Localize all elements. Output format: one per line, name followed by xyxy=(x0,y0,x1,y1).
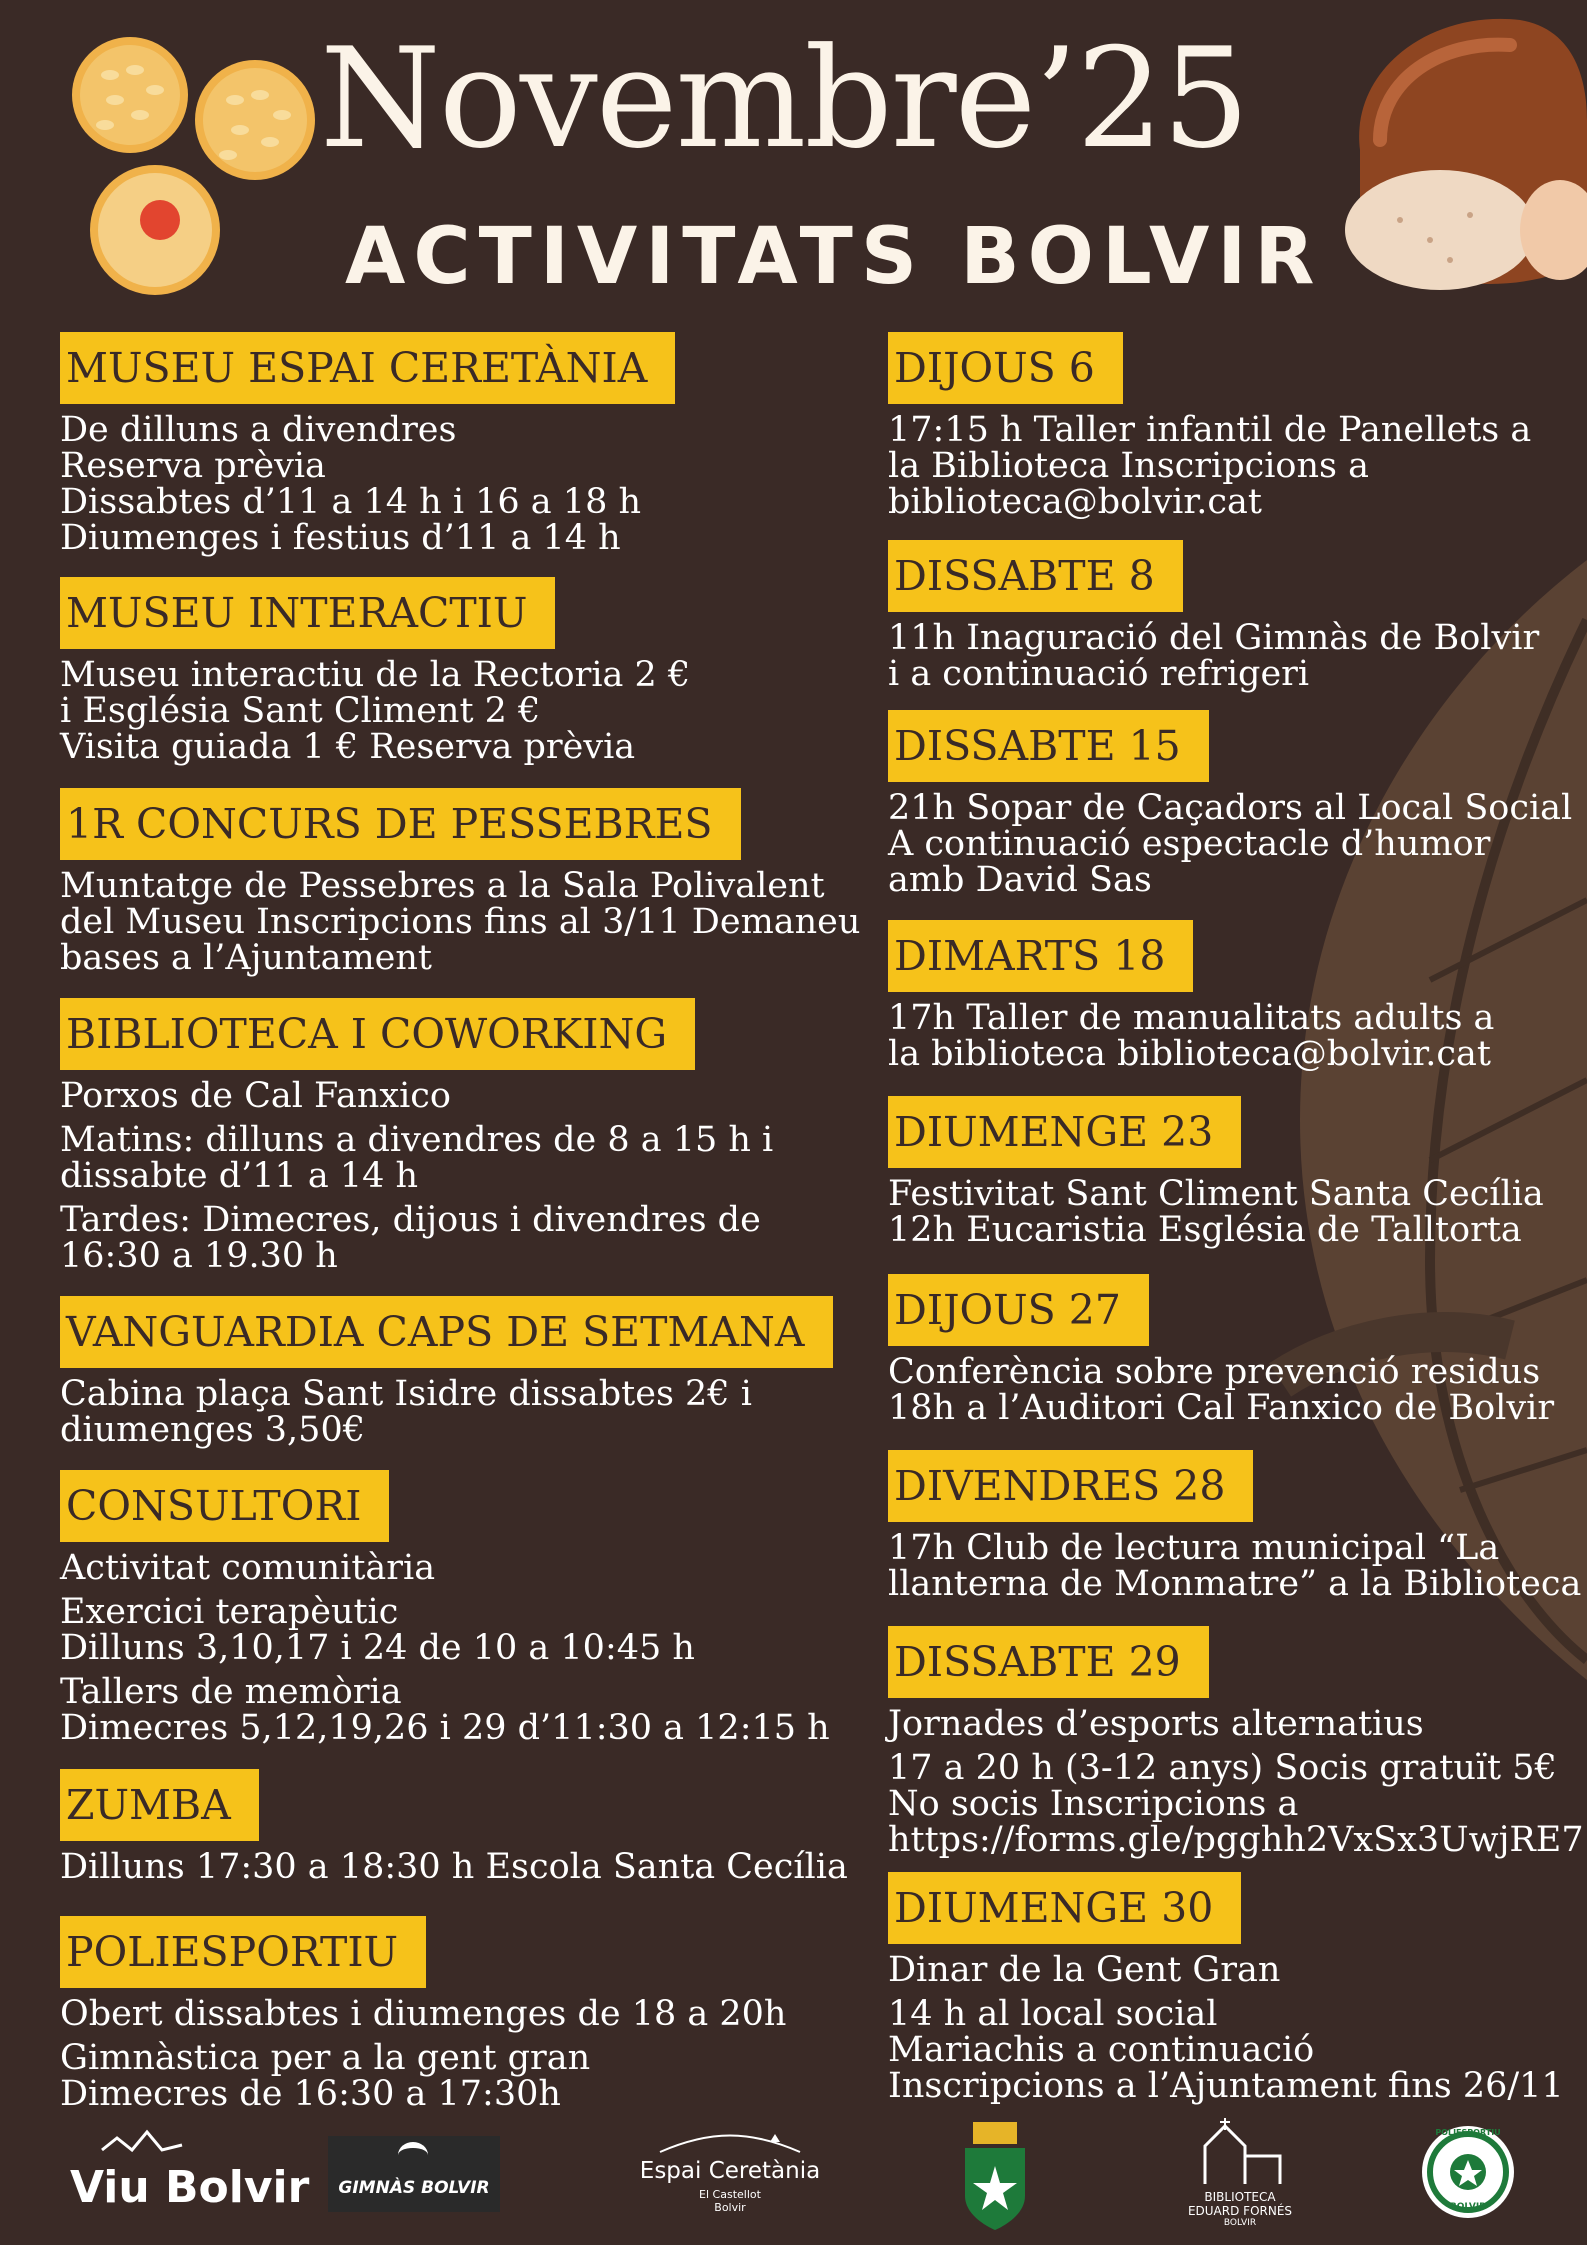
section-line: Exercici terapèutic xyxy=(60,1592,399,1632)
event-line: llanterna de Monmatre” a la Biblioteca xyxy=(888,1564,1582,1604)
section-line: De dilluns a divendres xyxy=(60,410,457,450)
event-line: 17:15 h Taller infantil de Panellets a xyxy=(888,410,1532,450)
section-line: Dissabtes d’11 a 14 h i 16 a 18 h xyxy=(60,482,642,522)
section-line: 16:30 a 19.30 h xyxy=(60,1236,338,1276)
event-line: 21h Sopar de Caçadors al Local Social xyxy=(888,788,1573,828)
section-line: i Església Sant Climent 2 € xyxy=(60,691,541,731)
section-line: dissabte d’11 a 14 h xyxy=(60,1156,419,1196)
biblioteca-text-3: BOLVIR xyxy=(1223,2218,1257,2228)
poliesportiu-bolvir-logo xyxy=(1420,2124,1516,2220)
section-heading: VANGUARDIA CAPS DE SETMANA xyxy=(60,1296,833,1368)
event-line: No socis Inscripcions a xyxy=(888,1784,1299,1824)
event-diumenge-23 xyxy=(888,1096,1544,1248)
section-zumba xyxy=(60,1769,848,1885)
event-dimarts-18 xyxy=(888,920,1494,1072)
section-line: Porxos de Cal Fanxico xyxy=(60,1076,451,1116)
poliesportiu-text-2: BOLVIR xyxy=(1449,2202,1487,2212)
event-heading: DIJOUS 6 xyxy=(888,332,1123,404)
section-consultori xyxy=(60,1470,830,1746)
event-dissabte-15 xyxy=(888,710,1572,898)
event-heading: DISSABTE 29 xyxy=(888,1626,1209,1698)
espai-subtitle-2: Bolvir xyxy=(714,2201,746,2214)
section-line: Dimecres de 16:30 a 17:30h xyxy=(60,2074,561,2114)
section-heading: MUSEU INTERACTIU xyxy=(60,577,555,649)
section-heading: CONSULTORI xyxy=(60,1470,389,1542)
event-line: la biblioteca biblioteca@bolvir.cat xyxy=(888,1034,1491,1074)
section-line: Dilluns 17:30 a 18:30 h Escola Santa Cecília xyxy=(60,1847,848,1887)
event-line: Inscripcions a l’Ajuntament fins 26/11 xyxy=(888,2066,1564,2106)
section-line: Matins: dilluns a divendres de 8 a 15 h i xyxy=(60,1120,774,1160)
event-line: Jornades d’esports alternatius xyxy=(888,1704,1424,1744)
event-line: 17h Taller de manualitats adults a xyxy=(888,998,1495,1038)
runner-icon xyxy=(398,2142,428,2168)
event-heading: DISSABTE 8 xyxy=(888,540,1183,612)
event-line: Conferència sobre prevenció residus xyxy=(888,1352,1541,1392)
section-line: Diumenges i festius d’11 a 14 h xyxy=(60,518,621,558)
mountain-icon xyxy=(620,2130,840,2154)
event-line: 18h a l’Auditori Cal Fanxico de Bolvir xyxy=(888,1388,1555,1428)
section-biblioteca xyxy=(60,998,773,1274)
section-line: del Museu Inscripcions fins al 3/11 Demaneu xyxy=(60,902,861,942)
espai-title: Espai Ceretània xyxy=(639,2158,821,2184)
section-heading: ZUMBA xyxy=(60,1769,259,1841)
event-dissabte-29 xyxy=(888,1626,1584,1858)
section-line: bases a l’Ajuntament xyxy=(60,938,432,978)
section-line: Gimnàstica per a la gent gran xyxy=(60,2038,591,2078)
event-divendres-28 xyxy=(888,1450,1581,1602)
biblioteca-eduard-fornes-logo xyxy=(1175,2116,1305,2236)
poster-title: Novembre’25 xyxy=(320,18,1248,179)
event-line: 12h Eucaristia Església de Talltorta xyxy=(888,1210,1522,1250)
biblioteca-text-1: BIBLIOTECA xyxy=(1204,2190,1276,2204)
section-vanguardia xyxy=(60,1296,833,1448)
event-line: https://forms.gle/pgghh2VxSx3UwjRE7 xyxy=(888,1820,1584,1860)
event-heading: DIMARTS 18 xyxy=(888,920,1193,992)
event-dissabte-8 xyxy=(888,540,1539,692)
event-line: 17 a 20 h (3-12 anys) Socis gratuït 5€ xyxy=(888,1748,1557,1788)
poster-subtitle: ACTIVITATS BOLVIR xyxy=(345,212,1323,302)
section-line: Obert dissabtes i diumenges de 18 a 20h xyxy=(60,1994,787,2034)
event-heading: DIUMENGE 23 xyxy=(888,1096,1241,1168)
chestnut-illustration xyxy=(1320,0,1587,300)
section-poliesportiu xyxy=(60,1916,786,2112)
section-line: Activitat comunitària xyxy=(60,1548,436,1588)
gimnas-bolvir-logo xyxy=(328,2136,500,2212)
biblioteca-text-2: EDUARD FORNÉS xyxy=(1187,2204,1293,2218)
event-line: 14 h al local social xyxy=(888,1994,1218,2034)
event-line: A continuació espectacle d’humor xyxy=(888,824,1491,864)
shield-icon xyxy=(955,2118,1035,2238)
church-icon xyxy=(1175,2116,1305,2186)
event-line: 17h Club de lectura municipal “La xyxy=(888,1528,1500,1568)
section-line: Visita guiada 1 € Reserva prèvia xyxy=(60,727,636,767)
section-line: Tallers de memòria xyxy=(60,1672,402,1712)
event-line: Festivitat Sant Climent Santa Cecília xyxy=(888,1174,1544,1214)
logo-strip xyxy=(0,2110,1587,2240)
event-line: Dinar de la Gent Gran xyxy=(888,1950,1281,1990)
viu-bolvir-text: Viu Bolvir xyxy=(70,2162,310,2213)
event-line: biblioteca@bolvir.cat xyxy=(888,482,1262,522)
viu-bolvir-logo xyxy=(62,2120,310,2220)
event-dijous-6 xyxy=(888,332,1531,520)
section-line: diumenges 3,50€ xyxy=(60,1410,365,1450)
event-dijous-27 xyxy=(888,1274,1554,1426)
panellets-illustration xyxy=(60,30,330,300)
section-line: Muntatge de Pessebres a la Sala Polivalent xyxy=(60,866,825,906)
event-line: la Biblioteca Inscripcions a xyxy=(888,446,1369,486)
event-heading: DISSABTE 15 xyxy=(888,710,1209,782)
event-heading: DIJOUS 27 xyxy=(888,1274,1149,1346)
section-line: Cabina plaça Sant Isidre dissabtes 2€ i xyxy=(60,1374,752,1414)
section-line: Tardes: Dimecres, dijous i divendres de xyxy=(60,1200,761,1240)
event-line: 11h Inaguració del Gimnàs de Bolvir xyxy=(888,618,1540,658)
event-diumenge-30 xyxy=(888,1872,1564,2104)
section-museu-espai xyxy=(60,332,675,556)
section-line: Museu interactiu de la Rectoria 2 € xyxy=(60,655,691,695)
event-line: Mariachis a continuació xyxy=(888,2030,1315,2070)
section-pessebres xyxy=(60,788,860,976)
section-heading: BIBLIOTECA I COWORKING xyxy=(60,998,695,1070)
espai-ceretania-logo xyxy=(620,2130,840,2230)
event-heading: DIVENDRES 28 xyxy=(888,1450,1253,1522)
event-line: amb David Sas xyxy=(888,860,1152,900)
event-line: i a continuació refrigeri xyxy=(888,654,1310,694)
village-icon xyxy=(62,2120,310,2220)
espai-subtitle: El Castellot xyxy=(699,2188,761,2201)
section-heading: POLIESPORTIU xyxy=(60,1916,426,1988)
section-line: Reserva prèvia xyxy=(60,446,326,486)
section-museu-interactiu xyxy=(60,577,690,765)
bolvir-coat-of-arms xyxy=(955,2118,1035,2238)
gimnas-text: GIMNÀS BOLVIR xyxy=(338,2178,490,2198)
section-heading: MUSEU ESPAI CERETÀNIA xyxy=(60,332,675,404)
poliesportiu-text-1: POLIESPORTIU xyxy=(1435,2128,1501,2137)
section-line: Dilluns 3,10,17 i 24 de 10 a 10:45 h xyxy=(60,1628,695,1668)
event-heading: DIUMENGE 30 xyxy=(888,1872,1241,1944)
section-line: Dimecres 5,12,19,26 i 29 d’11:30 a 12:15 h xyxy=(60,1708,830,1748)
section-heading: 1R CONCURS DE PESSEBRES xyxy=(60,788,741,860)
